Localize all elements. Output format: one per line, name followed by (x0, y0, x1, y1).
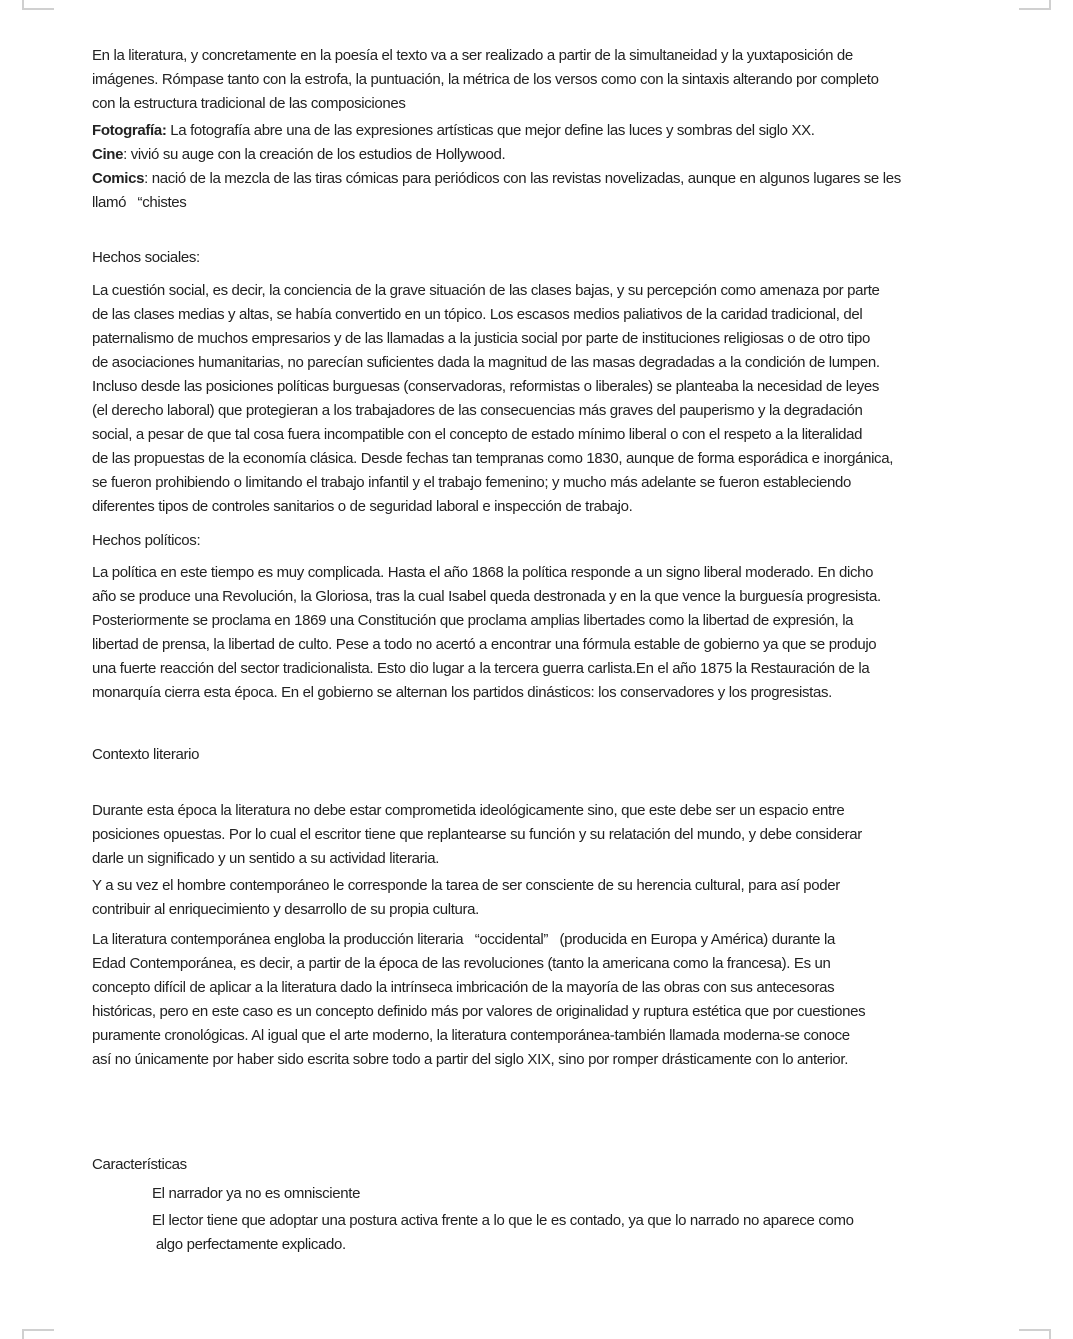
text-line: En la literatura, y concretamente en la poesía el texto va a ser realizado a partir de la simultaneidad y la yuxtaposición de (92, 47, 853, 64)
text-line: diferentes tipos de controles sanitarios o de seguridad laboral e inspección de trabajo. (92, 498, 633, 515)
contexto-paragraph-1 (92, 799, 862, 871)
hechos-sociales-heading (92, 246, 200, 270)
text-line: Edad Contemporánea, es decir, a partir de la época de las revoluciones (tanto la americana como la francesa). Es un (92, 955, 831, 972)
cine-line (92, 143, 901, 167)
text-line: social, a pesar de que tal cosa fuera incompatible con el concepto de estado mínimo liberal o con el respeto a la literalidad (92, 426, 863, 443)
text-line: imágenes. Rómpase tanto con la estrofa, la puntuación, la métrica de los versos como con la sintaxis alterando por completo (92, 71, 879, 88)
term: Comics (92, 170, 145, 187)
contexto-paragraph-2 (92, 874, 840, 922)
list-item: El narrador ya no es omnisciente (152, 1185, 361, 1202)
text-line: paternalismo de muchos empresarios y de las llamadas a la justicia social por parte de instituciones religiosas o de otro tipo (92, 330, 870, 347)
text-line: Incluso desde las posiciones políticas burguesas (conservadoras, reformistas o liberales) se planteaba la necesidad de leyes (92, 378, 880, 395)
text-line: históricas, pero en este caso es un concepto definido más por valores de originalidad y ruptura estética que por cuestiones (92, 1003, 866, 1020)
hechos-sociales-paragraph (92, 279, 893, 519)
arts-list (92, 119, 901, 215)
comics-line (92, 167, 901, 191)
caracteristicas-item-1 (152, 1182, 360, 1206)
page-corner-top-left (22, 0, 54, 10)
page-corner-bottom-right (1019, 1329, 1051, 1339)
heading: Características (92, 1156, 187, 1173)
caracteristicas-heading (92, 1153, 187, 1177)
contexto-heading (92, 743, 199, 767)
text-line: libertad de prensa, la libertad de culto. Pese a todo no acertó a encontrar una fórmula estable de gobierno ya que se produjo (92, 636, 877, 653)
text-line: se fueron prohibiendo o limitando el trabajo infantil y el trabajo femenino; y mucho más adelante se fueron estableciendo (92, 474, 851, 491)
text-line: posiciones opuestas. Por lo cual el escritor tiene que replantearse su función y su relatación del mundo, y debe considerar (92, 826, 862, 843)
text-line: Y a su vez el hombre contemporáneo le corresponde la tarea de ser consciente de su herencia cultural, para así poder (92, 877, 840, 894)
text-line: monarquía cierra esta época. En el gobierno se alternan los partidos dinásticos: los conservadores y los progresistas. (92, 684, 832, 701)
term: Cine (92, 146, 124, 163)
text-line: darle un significado y un sentido a su actividad literaria. (92, 850, 440, 867)
text-line: La política en este tiempo es muy complicada. Hasta el año 1868 la política responde a un signo liberal moderado. En dicho (92, 564, 874, 581)
text-line: puramente cronológicas. Al igual que el arte moderno, la literatura contemporánea-también llamada moderna-se conoce (92, 1027, 850, 1044)
page-corner-bottom-left (22, 1329, 54, 1339)
intro-paragraph (92, 44, 879, 116)
text-line: El lector tiene que adoptar una postura activa frente a lo que le es contado, ya que lo narrado no aparece como (152, 1212, 854, 1229)
text-line: Posteriormente se proclama en 1869 una Constitución que proclama amplias libertades como la libertad de expresión, la (92, 612, 854, 629)
heading: Hechos políticos: (92, 532, 201, 549)
definition: : nació de la mezcla de las tiras cómicas para periódicos con las revistas novelizadas, aunque en algunos lugares se les (144, 170, 901, 187)
definition: La fotografía abre una de las expresiones artísticas que mejor define las luces y sombras del siglo XX. (166, 122, 815, 139)
text-line: contribuir al enriquecimiento y desarrollo de su propia cultura. (92, 901, 479, 918)
text-line: Durante esta época la literatura no debe estar comprometida ideológicamente sino, que este debe ser un espacio entre (92, 802, 845, 819)
hechos-politicos-paragraph (92, 561, 881, 705)
term: Fotografía: (92, 122, 167, 139)
heading: Contexto literario (92, 746, 200, 763)
text-line: de asociaciones humanitarias, no parecían suficientes dada la magnitud de las masas degradadas a la condición de lumpen. (92, 354, 880, 371)
heading: Hechos sociales: (92, 249, 200, 266)
caracteristicas-item-2 (152, 1209, 854, 1257)
text-line: La literatura contemporánea engloba la producción literaria “occidental” (producida en Europa y América) durante la (92, 931, 835, 948)
text-line: de las clases medias y altas, se había convertido en un tópico. Los escasos medios paliativos de la caridad tradicional, del (92, 306, 863, 323)
text-line: algo perfectamente explicado. (152, 1236, 346, 1253)
fotografia-line (92, 119, 901, 143)
text-line: así no únicamente por haber sido escrita sobre todo a partir del siglo XIX, sino por romper drásticamente con lo anterior. (92, 1051, 849, 1068)
definition: : vivió su auge con la creación de los estudios de Hollywood. (123, 146, 506, 163)
text-line: año se produce una Revolución, la Gloriosa, tras la cual Isabel queda destronada y en la que vence la burguesía progresista. (92, 588, 881, 605)
hechos-politicos-heading (92, 529, 200, 553)
text-line: (el derecho laboral) que protegieran a los trabajadores de las consecuencias más graves del pauperismo y la degradación (92, 402, 863, 419)
text-line: La cuestión social, es decir, la conciencia de la grave situación de las clases bajas, y su percepción como amenaza por parte (92, 282, 880, 299)
text-line: una fuerte reacción del sector tradicionalista. Esto dio lugar a la tercera guerra carlista.En el año 1875 la Restauración de la (92, 660, 870, 677)
text-line: concepto difícil de aplicar a la literatura dado la intrínseca imbricación de la mayoría de las obras con sus antecesoras (92, 979, 835, 996)
text-line: llamó “chistes (92, 194, 187, 211)
page-corner-top-right (1019, 0, 1051, 10)
text-line: de las propuestas de la economía clásica. Desde fechas tan tempranas como 1830, aunque de forma esporádica e inorgánica, (92, 450, 894, 467)
text-line: con la estructura tradicional de las composiciones (92, 95, 406, 112)
contexto-paragraph-3 (92, 928, 865, 1072)
